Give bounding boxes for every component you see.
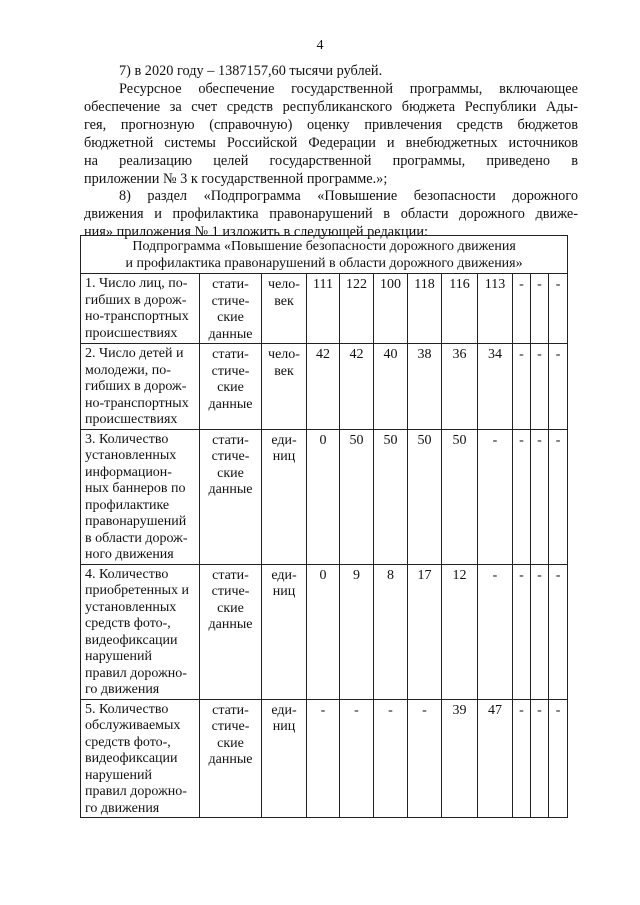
value-cell: - <box>531 564 549 699</box>
value-cell: - <box>513 429 531 564</box>
value-cell: 116 <box>442 274 478 344</box>
unit-line: ниц <box>272 584 296 599</box>
paragraph-line: гея, прогнозную (справочную) оценку привлечения средств бюджетов <box>84 117 578 133</box>
value-cell: - <box>531 429 549 564</box>
indicator-name-line: средств фото-, <box>85 734 171 750</box>
indicator-name-line: обслуживаемых <box>85 718 181 733</box>
paragraph-line: приложении № 3 к государственной программе.»; <box>84 171 388 187</box>
value-cell: 118 <box>408 274 442 344</box>
data-source-line: стати- <box>212 702 249 718</box>
data-source-line: стати- <box>212 347 249 362</box>
indicator-name-line: нарушений <box>85 767 152 783</box>
indicator-name <box>81 699 200 818</box>
data-source-line: данные <box>208 326 253 342</box>
indicator-name-line: но-транспортных <box>85 395 189 411</box>
indicator-name-line: профилактике <box>85 497 170 513</box>
unit-line: еди- <box>271 432 297 448</box>
value-cell: 50 <box>340 429 374 564</box>
value-cell: - <box>513 274 531 344</box>
subprogram-title-line: и профилактика правонарушений в области дорожного движения» <box>125 255 523 271</box>
page-number: 4 <box>316 38 324 53</box>
value-cell: - <box>531 274 549 344</box>
data-source <box>200 564 262 699</box>
data-source-line: данные <box>208 396 253 412</box>
value-cell: - <box>549 699 568 818</box>
indicator-name-line: 1. Число лиц, по- <box>85 276 188 291</box>
indicator-name-line: 3. Количество <box>85 431 169 447</box>
indicator-name-line: но-транспортных <box>85 309 189 324</box>
indicator-name-line: установленных <box>85 599 177 615</box>
data-source <box>200 344 262 430</box>
indicator-name-line: средств фото-, <box>85 616 171 631</box>
indicator-name-line: видеофиксации <box>85 751 178 766</box>
value-cell: - <box>408 699 442 818</box>
value-cell: 42 <box>307 344 340 430</box>
value-cell: 50 <box>408 429 442 564</box>
value-cell: 100 <box>374 274 408 344</box>
indicator-name-line: го движения <box>85 682 160 697</box>
value-cell: - <box>478 564 513 699</box>
unit-line: ниц <box>272 449 296 464</box>
value-cell: 0 <box>307 429 340 564</box>
value-cell: 50 <box>374 429 408 564</box>
value-cell: 111 <box>307 274 340 344</box>
value-cell: - <box>513 564 531 699</box>
table-row <box>81 564 568 699</box>
paragraph-line: 8) раздел «Подпрограмма «Повышение безопасности дорожного <box>119 188 578 204</box>
indicator-name-line: 5. Количество <box>85 701 169 717</box>
indicator-name-line: видеофиксации <box>85 632 178 648</box>
table-row <box>81 344 568 430</box>
value-cell: 34 <box>478 344 513 430</box>
item-7-line: 7) в 2020 году – 1387157,60 тысячи рублей. <box>119 63 383 79</box>
table-row <box>81 699 568 818</box>
indicator-name-line: ных баннеров по <box>85 481 186 496</box>
paragraph-line: на реализацию целей государственной программы, приведено в <box>84 153 578 169</box>
data-source-line: стиче- <box>211 719 250 734</box>
unit-line: век <box>274 363 294 379</box>
data-source <box>200 274 262 344</box>
data-source-line: данные <box>208 617 253 632</box>
indicator-name <box>81 274 200 344</box>
value-cell: - <box>340 699 374 818</box>
indicator-name-line: нарушений <box>85 649 152 664</box>
data-source-line: ские <box>217 735 244 751</box>
value-cell: - <box>513 344 531 430</box>
value-cell: 0 <box>307 564 340 699</box>
data-source-line: стати- <box>212 567 249 583</box>
unit-line: еди- <box>271 702 297 718</box>
data-source-line: данные <box>208 752 253 767</box>
unit-line: чело- <box>268 277 300 292</box>
indicator-name-line: гибших в дорож- <box>85 292 187 308</box>
value-cell: - <box>531 699 549 818</box>
indicator-name-line: гибших в дорож- <box>85 379 187 394</box>
paragraph-line: ния» приложения № 1 изложить в следующей редакции: <box>84 224 428 240</box>
data-source-line: ские <box>217 310 244 325</box>
paragraph-line: бюджетной системы Российской Федерации и внебюджетных источников <box>84 135 578 151</box>
item-7-paragraph <box>84 62 578 80</box>
value-cell: 40 <box>374 344 408 430</box>
value-cell: 47 <box>478 699 513 818</box>
data-source <box>200 699 262 818</box>
value-cell: 36 <box>442 344 478 430</box>
data-source-line: стати- <box>212 432 249 448</box>
value-cell: 8 <box>374 564 408 699</box>
indicator-name-line: информацион- <box>85 464 172 480</box>
data-source <box>200 429 262 564</box>
indicator-name-line: го движения <box>85 800 160 816</box>
data-source-line: стиче- <box>211 584 250 599</box>
indicators-table <box>80 235 568 818</box>
value-cell: 42 <box>340 344 374 430</box>
value-cell: 113 <box>478 274 513 344</box>
value-cell: - <box>549 344 568 430</box>
section-paragraph <box>84 187 578 241</box>
indicator-name-line: правил дорожно- <box>85 784 187 799</box>
subprogram-title-line: Подпрограмма «Повышение безопасности дорожного движения <box>132 239 516 254</box>
unit <box>262 274 307 344</box>
indicator-name <box>81 564 200 699</box>
value-cell: 9 <box>340 564 374 699</box>
value-cell: 122 <box>340 274 374 344</box>
data-source-line: ские <box>217 465 244 481</box>
indicator-name-line: происшествиях <box>85 325 178 341</box>
data-source-line: данные <box>208 482 253 497</box>
paragraph-line: обеспечение за счет средств республиканского бюджета Республики Ады- <box>84 99 578 115</box>
data-source-line: стиче- <box>211 449 250 464</box>
value-cell: 38 <box>408 344 442 430</box>
subprogram-title <box>81 236 568 274</box>
value-cell: - <box>374 699 408 818</box>
value-cell: 17 <box>408 564 442 699</box>
resource-paragraph <box>84 80 578 188</box>
data-source-line: ские <box>217 380 244 395</box>
table-row <box>81 429 568 564</box>
value-cell: - <box>549 429 568 564</box>
indicator-name-line: 4. Количество <box>85 566 169 582</box>
indicator-name-line: происшествиях <box>85 412 178 427</box>
value-cell: 50 <box>442 429 478 564</box>
data-source-line: стиче- <box>211 293 250 309</box>
indicator-name <box>81 344 200 430</box>
data-source-line: стиче- <box>211 363 250 379</box>
indicator-name-line: в области дорож- <box>85 530 188 546</box>
unit <box>262 564 307 699</box>
paragraph-line: движения и профилактика правонарушений в области дорожного движе- <box>84 206 578 222</box>
paragraph-line: Ресурсное обеспечение государственной программы, включающее <box>119 81 578 97</box>
table-row <box>81 274 568 344</box>
indicator-name <box>81 429 200 564</box>
indicator-name-line: молодежи, по- <box>85 362 171 378</box>
value-cell: - <box>549 274 568 344</box>
unit-line: чело- <box>268 347 300 362</box>
value-cell: - <box>549 564 568 699</box>
indicator-name-line: ного движения <box>85 547 174 562</box>
unit <box>262 429 307 564</box>
indicator-name-line: приобретенных и <box>85 583 190 598</box>
unit-line: век <box>274 293 294 309</box>
data-source-line: стати- <box>212 277 249 292</box>
unit <box>262 699 307 818</box>
indicator-name-line: правонарушений <box>85 514 187 529</box>
unit <box>262 344 307 430</box>
value-cell: 39 <box>442 699 478 818</box>
value-cell: - <box>531 344 549 430</box>
data-source-line: ские <box>217 600 244 616</box>
value-cell: - <box>513 699 531 818</box>
value-cell: 12 <box>442 564 478 699</box>
indicator-name-line: правил дорожно- <box>85 665 187 681</box>
unit-line: еди- <box>271 567 297 583</box>
value-cell: - <box>307 699 340 818</box>
indicator-name-line: установленных <box>85 448 177 463</box>
table-header-row <box>81 236 568 274</box>
unit-line: ниц <box>272 719 296 734</box>
indicator-name-line: 2. Число детей и <box>85 346 184 361</box>
value-cell: - <box>478 429 513 564</box>
